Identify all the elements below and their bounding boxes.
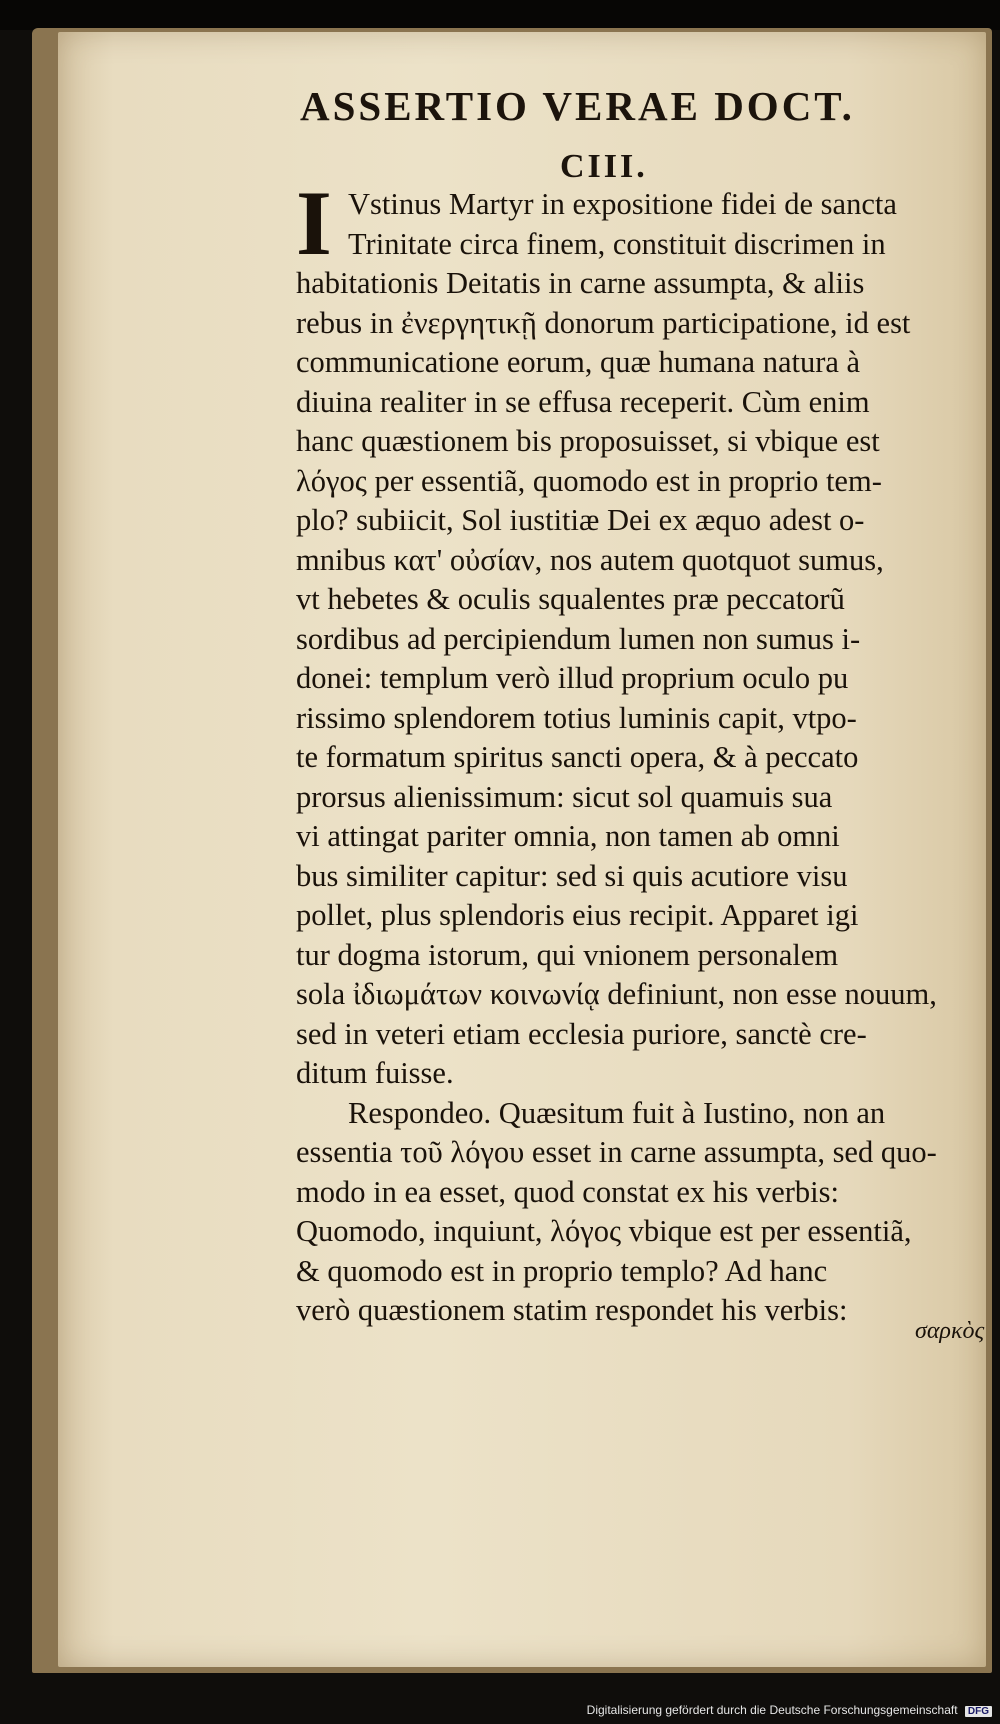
- scan-background: [0, 0, 1000, 30]
- text-line: vt hebetes & oculis squalentes præ peccatorũ: [296, 582, 845, 616]
- text-line: Vstinus Martyr in expositione fidei de sancta: [348, 187, 897, 221]
- text-line: verò quæstionem statim respondet his verbis:: [296, 1293, 848, 1327]
- text-line: sordibus ad percipiendum lumen non sumus i-: [296, 621, 861, 656]
- text-line: donei: templum verò illud proprium oculo pu: [296, 661, 849, 695]
- text-line: pollet, plus splendoris eius recipit. Apparet igi: [296, 898, 859, 932]
- credit-text: Digitalisierung gefördert durch die Deutsche Forschungsgemeinschaft: [586, 1703, 958, 1717]
- text-line: Trinitate circa finem, constituit discrimen in: [348, 226, 886, 261]
- text-line: diuina realiter in se effusa receperit. Cùm enim: [296, 384, 870, 419]
- text-line: plo? subiicit, Sol iustitiæ Dei ex æquo adest o-: [296, 503, 865, 537]
- text-line: tur dogma istorum, qui vnionem personalem: [296, 937, 839, 972]
- text-line: Quomodo, inquiunt, λόγος vbique est per essentiã,: [296, 1214, 912, 1248]
- text-line: vi attingat pariter omnia, non tamen ab omni: [296, 819, 840, 853]
- text-line: sola ἰδιωμάτων κοινωνίᾳ definiunt, non esse nouum,: [296, 977, 937, 1011]
- text-line: rebus in ἐνεργητικῇ donorum participatione, id est: [296, 305, 911, 340]
- body-text: [296, 172, 976, 1331]
- running-title: ASSERTIO VERAE DOCT.: [300, 83, 855, 129]
- text-line: λόγος per essentiã, quomodo est in proprio tem-: [296, 463, 882, 498]
- text-line: modo in ea esset, quod constat ex his verbis:: [296, 1174, 839, 1209]
- text-line: bus similiter capitur: sed si quis acutiore visu: [296, 858, 848, 893]
- text-line: hanc quæstionem bis proposuisset, si vbique est: [296, 424, 880, 458]
- text-line: essentia τοῦ λόγου esset in carne assumpta, sed quo-: [296, 1135, 937, 1169]
- text-line: mnibus κατ' οὐσίαν, nos autem quotquot sumus,: [296, 542, 884, 577]
- digitization-credit: [587, 1703, 992, 1717]
- section-number: CIII.: [560, 148, 648, 185]
- text-line: Respondeo. Quæsitum fuit à Iustino, non an: [348, 1095, 886, 1130]
- text-line: ditum fuisse.: [296, 1056, 454, 1090]
- dfg-logo: DFG: [965, 1706, 992, 1717]
- text-line: & quomodo est in proprio templo? Ad hanc: [296, 1253, 828, 1288]
- text-line: prorsus alienissimum: sicut sol quamuis sua: [296, 779, 833, 814]
- text-line: rissimo splendorem totius luminis capit, vtpo-: [296, 700, 857, 735]
- text-line: communicatione eorum, quæ humana natura à: [296, 345, 861, 379]
- text-line: sed in veteri etiam ecclesia puriore, sanctè cre-: [296, 1016, 867, 1051]
- catchword: σαρκὸς: [915, 1318, 985, 1344]
- text-line: te formatum spiritus sancti opera, & à peccato: [296, 740, 859, 774]
- text-line: habitationis Deitatis in carne assumpta, & aliis: [296, 266, 865, 300]
- drop-capital: I: [296, 172, 332, 274]
